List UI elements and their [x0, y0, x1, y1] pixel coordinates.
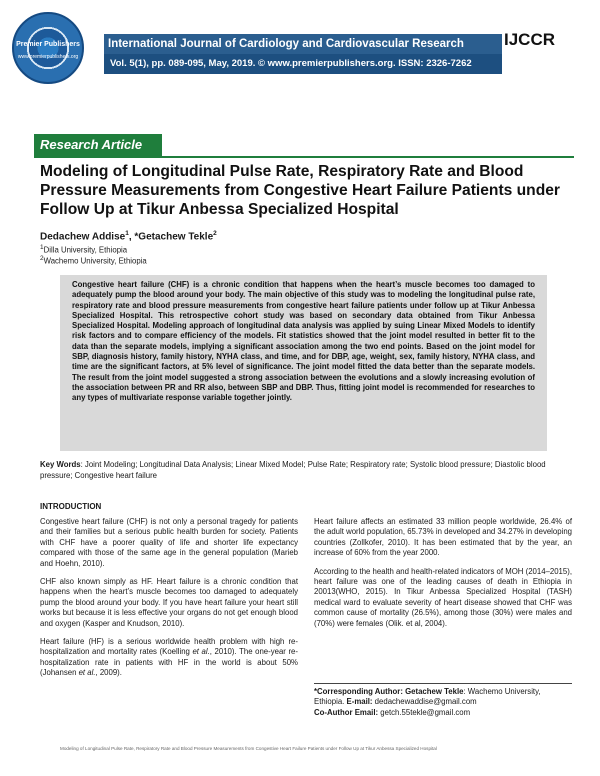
- affiliation-sup: 1: [40, 244, 44, 251]
- text-run: , 2009).: [95, 668, 122, 678]
- paragraph: Heart failure affects an estimated 33 million people worldwide, 26.4% of the adult world population, 65.73% in developed and 34.27% in developing countries (Zollkofer, 2010). It has been estimated that by the year, an increase of 60% from the year 2000.: [314, 517, 572, 558]
- author-separator: ,: [128, 231, 135, 243]
- citation-etal: et al.: [78, 668, 96, 678]
- email-label: E-mail:: [346, 697, 373, 707]
- author-sup: 1: [125, 230, 129, 237]
- article-type-divider: [34, 156, 574, 158]
- affiliation-text: Wachemo University, Ethiopia: [43, 256, 147, 266]
- paragraph: Congestive heart failure (CHF) is not only a personal tragedy for patients and their families but a serious public health burden for society. Patients with CHF have a poorer quality of life and shorter life expectancy compared with those of the same age in the general population (Marieb and Hoehn, 2010).: [40, 517, 298, 568]
- section-heading-introduction: INTRODUCTION: [40, 502, 102, 511]
- paragraph: According to the health and health-related indicators of MOH (2014–2015), heart failure was one of the leading causes of death in Ethiopia in 20013(WHO, 2015). In Tikur Anbessa Specialized Hospital (TASH) medical ward to evaluate severity of heart disease showed that CHF was common cause of mortality (26.5%), among those (30%) were males and (70%) were females (Olik. et al, 2004).: [314, 566, 572, 628]
- correspondence-box: [314, 683, 572, 718]
- corresponding-author-affil: : Wachemo University, Ethiopia.: [314, 687, 541, 707]
- journal-banner: [104, 34, 502, 74]
- logo-text: Premier Publishers: [16, 41, 80, 48]
- affiliation-2: [40, 255, 147, 266]
- abstract-box: Congestive heart failure (CHF) is a chronic condition that happens when the heart’s muscle becomes too damaged to adequately pump the blood around your body. The main objective of this study was to modeling the longitudinal pulse rate, respiratory rate and blood pressure measurements from congestive heart failure patients under follow up at Tikur Anbessa Specialized Hospital. This retrospective cohort study was based on secondary data obtained from Tikur Anbessa Specialized Hospital. Modeling approach of longitudinal data analysis was applied by suing Linear Mixed Models to identify risk factors and to compare efficiency of the models. Fit statistics showed that the joint model resulted in better fit to the data than the separate models, implying a significant association among the two end points. Based on the joint model for SBP, diagnosis history, family history, NYHA class, and time, and for DBP, age, weight, sex, family history, NYHA class, and time are the significant factors, at 5% level of significance. The joint model fitted the data better than the separate models. The result from the joint model suggested a strong association between the evolutions and a slowly increasing evolution of the association between PR and RR also, between SBP and DBP. Thus, fitting joint model is recommended for researches to any types of multivariate response variable together jointly.: [60, 275, 547, 451]
- coauthor-email[interactable]: getch.55tekle@gmail.com: [378, 707, 471, 717]
- coauthor-email-label: Co-Author Email:: [314, 707, 379, 717]
- author-sup: 2: [213, 230, 217, 237]
- page-footer: Modeling of Longitudinal Pulse Rate, Respiratory Rate and Blood Pressure Measurements from Congestive Heart Failure Patients under Follow Up at Tikur Anbessa Specialized Hospital: [60, 746, 437, 751]
- article-type-label: Research Article: [34, 134, 162, 156]
- email-address[interactable]: dedachewaddise@gmail.com: [372, 697, 477, 707]
- affiliation-1: [40, 244, 127, 255]
- author-name: *Getachew Tekle: [134, 231, 214, 243]
- paragraph: [40, 637, 298, 679]
- keywords-label: Key Words: [40, 460, 81, 469]
- paragraph: CHF also known simply as HF. Heart failure is a chronic condition that happens when the heart’s muscle becomes too damaged to adequately pump the blood around your body. If you have heart failure your heart still works but because it is less effective your organs do not get enough blood and oxygen (Kasper and Knudson, 2010).: [40, 577, 298, 628]
- journal-title: International Journal of Cardiology and Cardiovascular Research: [104, 34, 502, 54]
- corresponding-author-label: *Corresponding Author: Getachew Tekle: [314, 687, 464, 696]
- paper-title: Modeling of Longitudinal Pulse Rate, Respiratory Rate and Blood Pressure Measurements from Congestive Heart Failure Patients under Follow Up at Tikur Anbessa Specialized Hospital: [40, 163, 560, 218]
- citation-etal: et al.: [192, 647, 210, 657]
- keywords-text: : Joint Modeling; Longitudinal Data Analysis; Linear Mixed Model; Pulse Rate; Respiratory rate; Systolic blood pressure; Diastolic blood pressure; Congestive heart failure: [40, 460, 546, 480]
- author-line: [40, 230, 217, 242]
- affiliation-text: Dilla University, Ethiopia: [43, 245, 128, 255]
- left-column: [40, 517, 298, 687]
- issue-line: Vol. 5(1), pp. 089-095, May, 2019. © www.premierpublishers.org. ISSN: 2326-7262: [104, 54, 502, 74]
- journal-abbrev: IJCCR: [504, 30, 556, 49]
- publisher-logo: [12, 12, 84, 84]
- text-run: Heart failure (HF) is a serious worldwide health problem with high re-hospitalization and mortality rates (Koelling: [40, 637, 298, 657]
- keywords: [40, 460, 570, 481]
- text-run: , 2010). The one-year re-hospitalization rate in patients with HF in the world is about 50% (Johansen: [40, 647, 298, 678]
- affiliation-sup: 2: [40, 255, 44, 262]
- logo-url-text: www.premierpublishers.org: [17, 54, 79, 60]
- author-name: Dedachew Addise: [40, 231, 126, 243]
- right-column: [314, 517, 572, 637]
